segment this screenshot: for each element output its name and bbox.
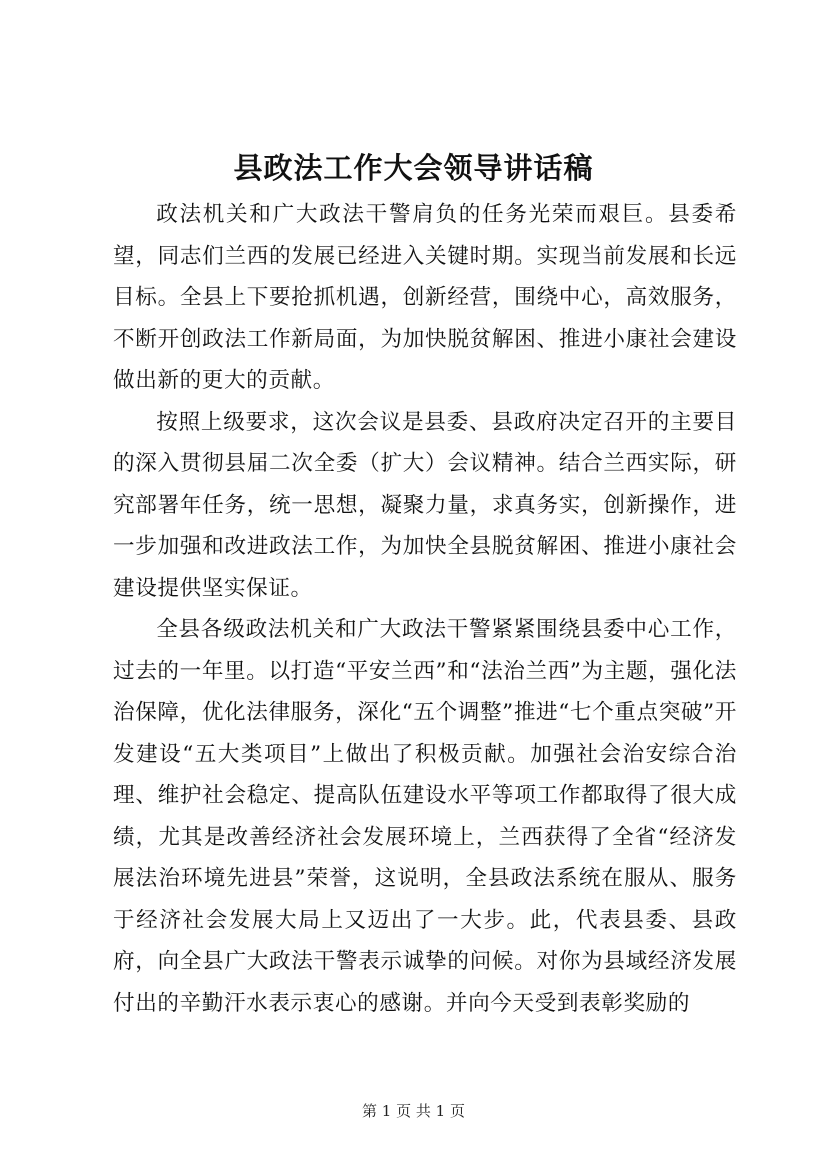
document-body — [113, 194, 737, 1024]
paragraph-1: 政法机关和广大政法干警肩负的任务光荣而艰巨。县委希望，同志们兰西的发展已经进入关键时期。实现当前发展和长远目标。全县上下要抢抓机遇，创新经营，围绕中心，高效服务，不断开创政法工作新局面，为加快脱贫解困、推进小康社会建设做出新的更大的贡献。 — [113, 202, 737, 393]
document-title: 县政法工作大会领导讲话稿 — [233, 151, 594, 185]
paragraph-3: 全县各级政法机关和广大政法干警紧紧围绕县委中心工作，过去的一年里。以打造“平安兰西”和“法治兰西”为主题，强化法治保障，优化法律服务，深化“五个调整”推进“七个重点突破”开发建设“五大类项目”上做出了积极贡献。加强社会治安综合治理、维护社会稳定、提高队伍建设水平等项工作都取得了很大成绩，尤其是改善经济社会发展环境上，兰西获得了全省“经济发展法治环境先进县”荣誉，这说明，全县政法系统在服从、服务于经济社会发展大局上又迈出了一大步。此，代表县委、县政府，向全县广大政法干警表示诚挚的问候。对你为县域经济发展付出的辛勤汗水表示衷心的感谢。并向今天受到表彰奖励的 — [113, 617, 737, 1016]
page-number-footer: 第 1 页 共 1 页 — [362, 1102, 465, 1120]
paragraph-2: 按照上级要求，这次会议是县委、县政府决定召开的主要目的深入贯彻县届二次全委（扩大）会议精神。结合兰西实际，研究部署年任务，统一思想，凝聚力量，求真务实，创新操作，进一步加强和改进政法工作，为加快全县脱贫解困、推进小康社会建设提供坚实保证。 — [113, 409, 737, 601]
